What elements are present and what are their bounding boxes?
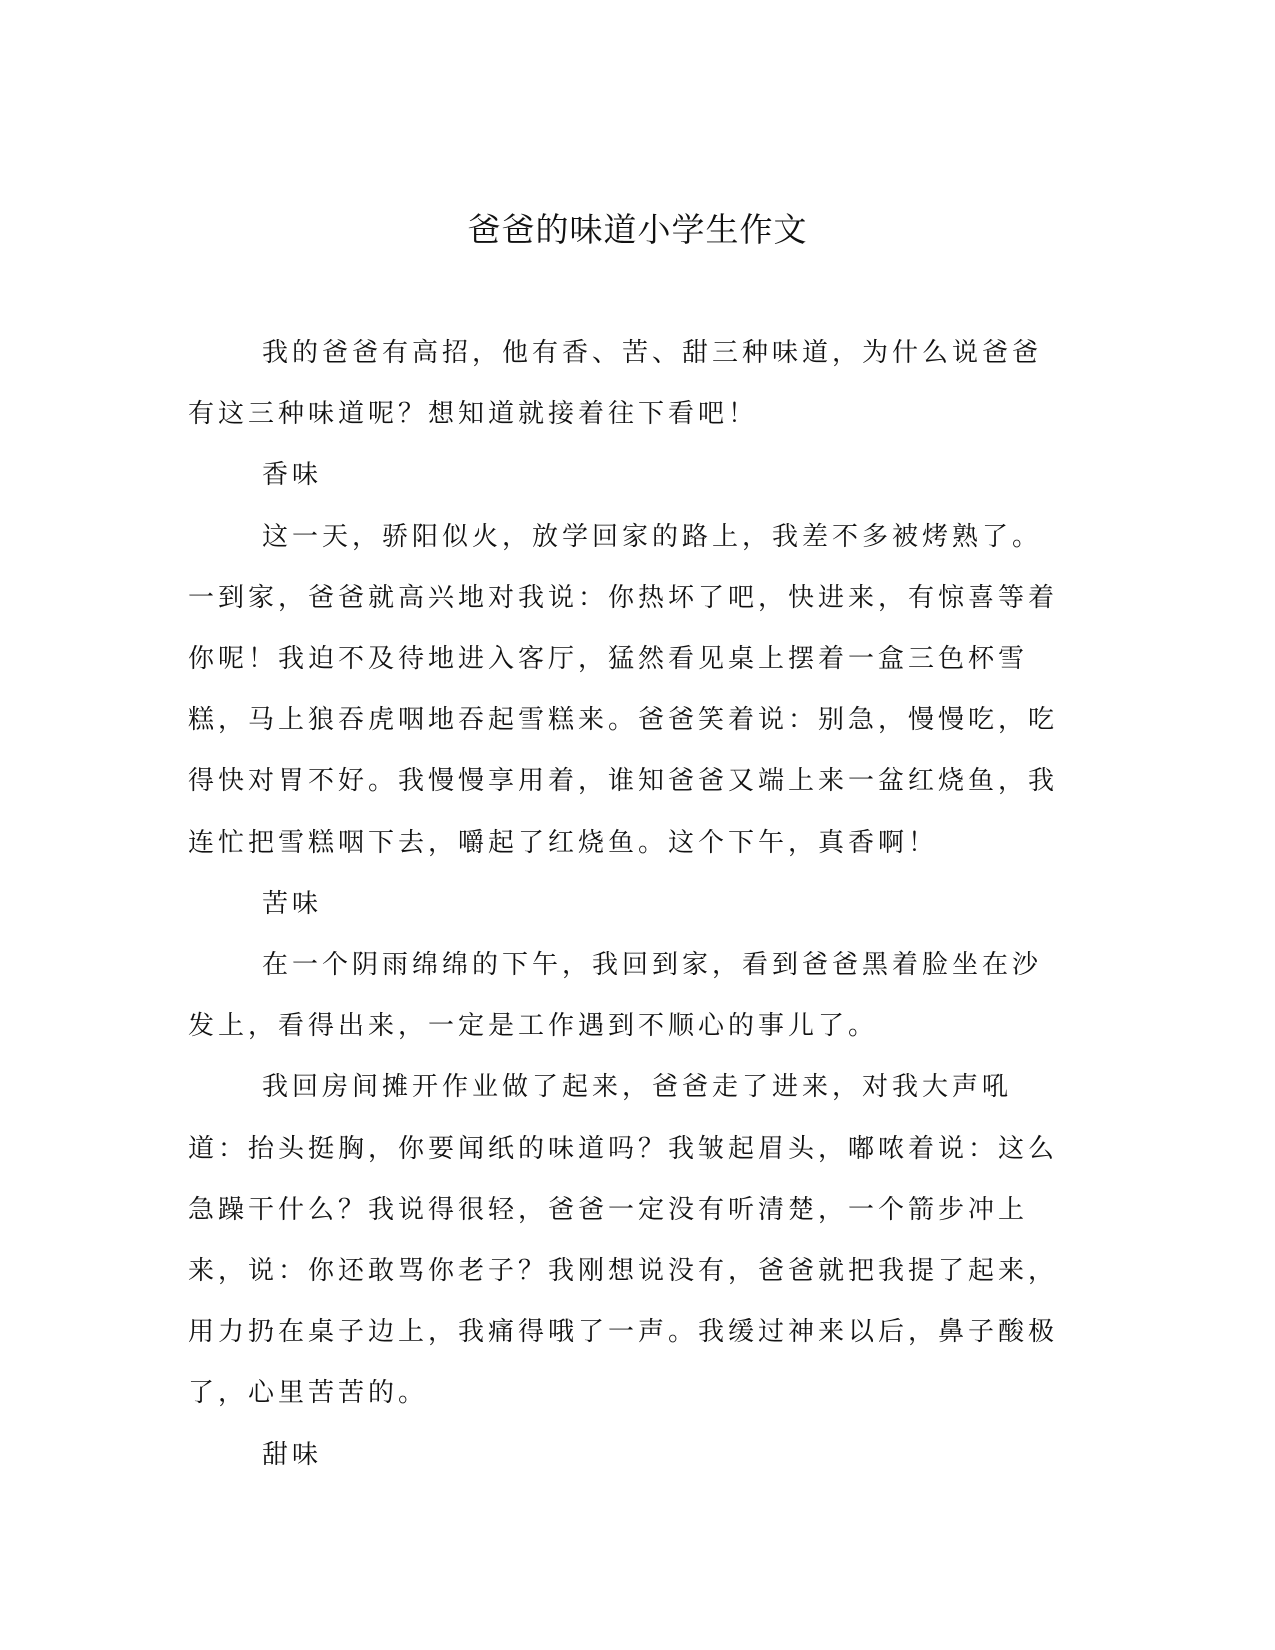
section-heading-fragrant: 香味 — [262, 460, 323, 491]
paragraph-bitter-1: 在一个阴雨绵绵的下午，我回到家，看到爸爸黑着脸坐在沙发上，看得出来，一定是工作遇到不顺心的事儿了。 — [188, 950, 1043, 1042]
document-body — [188, 323, 1068, 1486]
section-heading-bitter: 苦味 — [262, 888, 323, 919]
paragraph-intro: 我的爸爸有高招，他有香、苦、甜三种味道，为什么说爸爸有这三种味道呢？想知道就接着往下看吧！ — [188, 338, 1043, 430]
section-heading-sweet: 甜味 — [262, 1439, 323, 1470]
paragraph-fragrant: 这一天，骄阳似火，放学回家的路上，我差不多被烤熟了。一到家，爸爸就高兴地对我说：你热坏了吧，快进来，有惊喜等着你呢！我迫不及待地进入客厅，猛然看见桌上摆着一盒三色杯雪糕，马上狼吞虎咽地吞起雪糕来。爸爸笑着说：别急，慢慢吃，吃得快对胃不好。我慢慢享用着，谁知爸爸又端上来一盆红烧鱼，我连忙把雪糕咽下去，嚼起了红烧鱼。这个下午，真香啊！ — [188, 521, 1059, 858]
document-title: 爸爸的味道小学生作文 — [467, 210, 808, 249]
paragraph-bitter-2: 我回房间摊开作业做了起来，爸爸走了进来，对我大声吼道：抬头挺胸，你要闻纸的味道吗？我皱起眉头，嘟哝着说：这么急躁干什么？我说得很轻，爸爸一定没有听清楚，一个箭步冲上来，说：你还敢骂你老子？我刚想说没有，爸爸就把我提了起来，用力扔在桌子边上，我痛得哦了一声。我缓过神来以后，鼻子酸极了，心里苦苦的。 — [188, 1072, 1059, 1409]
